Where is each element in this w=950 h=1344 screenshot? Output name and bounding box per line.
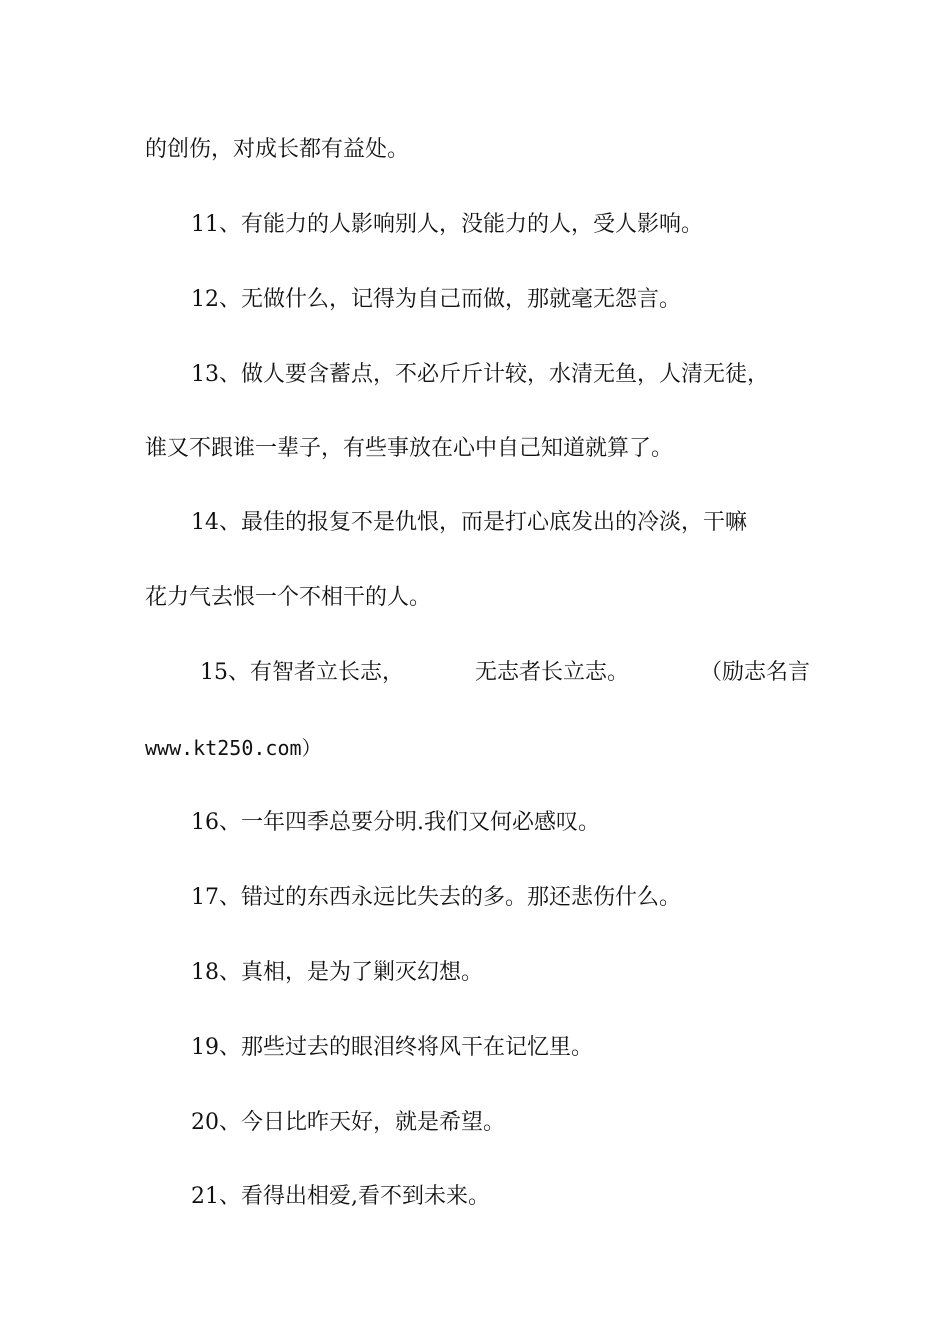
paragraph-line: 13、做人要含蓄点，不必斤斤计较，水清无鱼，人清无徒， xyxy=(191,362,769,387)
text-segment: 15、有智者立长志， xyxy=(200,660,404,685)
text-segment: （励志名言 xyxy=(699,660,810,685)
paragraph-line: 19、那些过去的眼泪终将风干在记忆里。 xyxy=(191,1035,593,1060)
paragraph-line: 花力气去恨一个不相干的人。 xyxy=(145,585,432,610)
url-line: www.kt250.com） xyxy=(145,736,322,760)
paragraph-line: 谁又不跟谁一辈子，有些事放在心中自己知道就算了。 xyxy=(145,436,674,461)
paragraph-line: 18、真相，是为了剿灭幻想。 xyxy=(191,960,483,985)
paragraph-line: 的创伤，对成长都有益处。 xyxy=(145,137,410,162)
paragraph-line: 16、一年四季总要分明.我们又何必感叹。 xyxy=(191,810,600,835)
paragraph-line: 21、看得出相爱,看不到未来。 xyxy=(191,1184,490,1209)
text-segment: 无志者长立志。 xyxy=(474,660,629,685)
paragraph-line: 11、有能力的人影响别人，没能力的人，受人影响。 xyxy=(191,212,703,237)
paragraph-line: 17、错过的东西永远比失去的多。那还悲伤什么。 xyxy=(191,885,681,910)
paragraph-line-justified xyxy=(200,655,810,691)
paragraph-line: 20、今日比昨天好，就是希望。 xyxy=(191,1110,505,1135)
paragraph-line: 12、无做什么，记得为自己而做，那就毫无怨言。 xyxy=(191,287,681,312)
paragraph-line: 14、最佳的报复不是仇恨，而是打心底发出的冷淡，干嘛 xyxy=(191,510,747,535)
